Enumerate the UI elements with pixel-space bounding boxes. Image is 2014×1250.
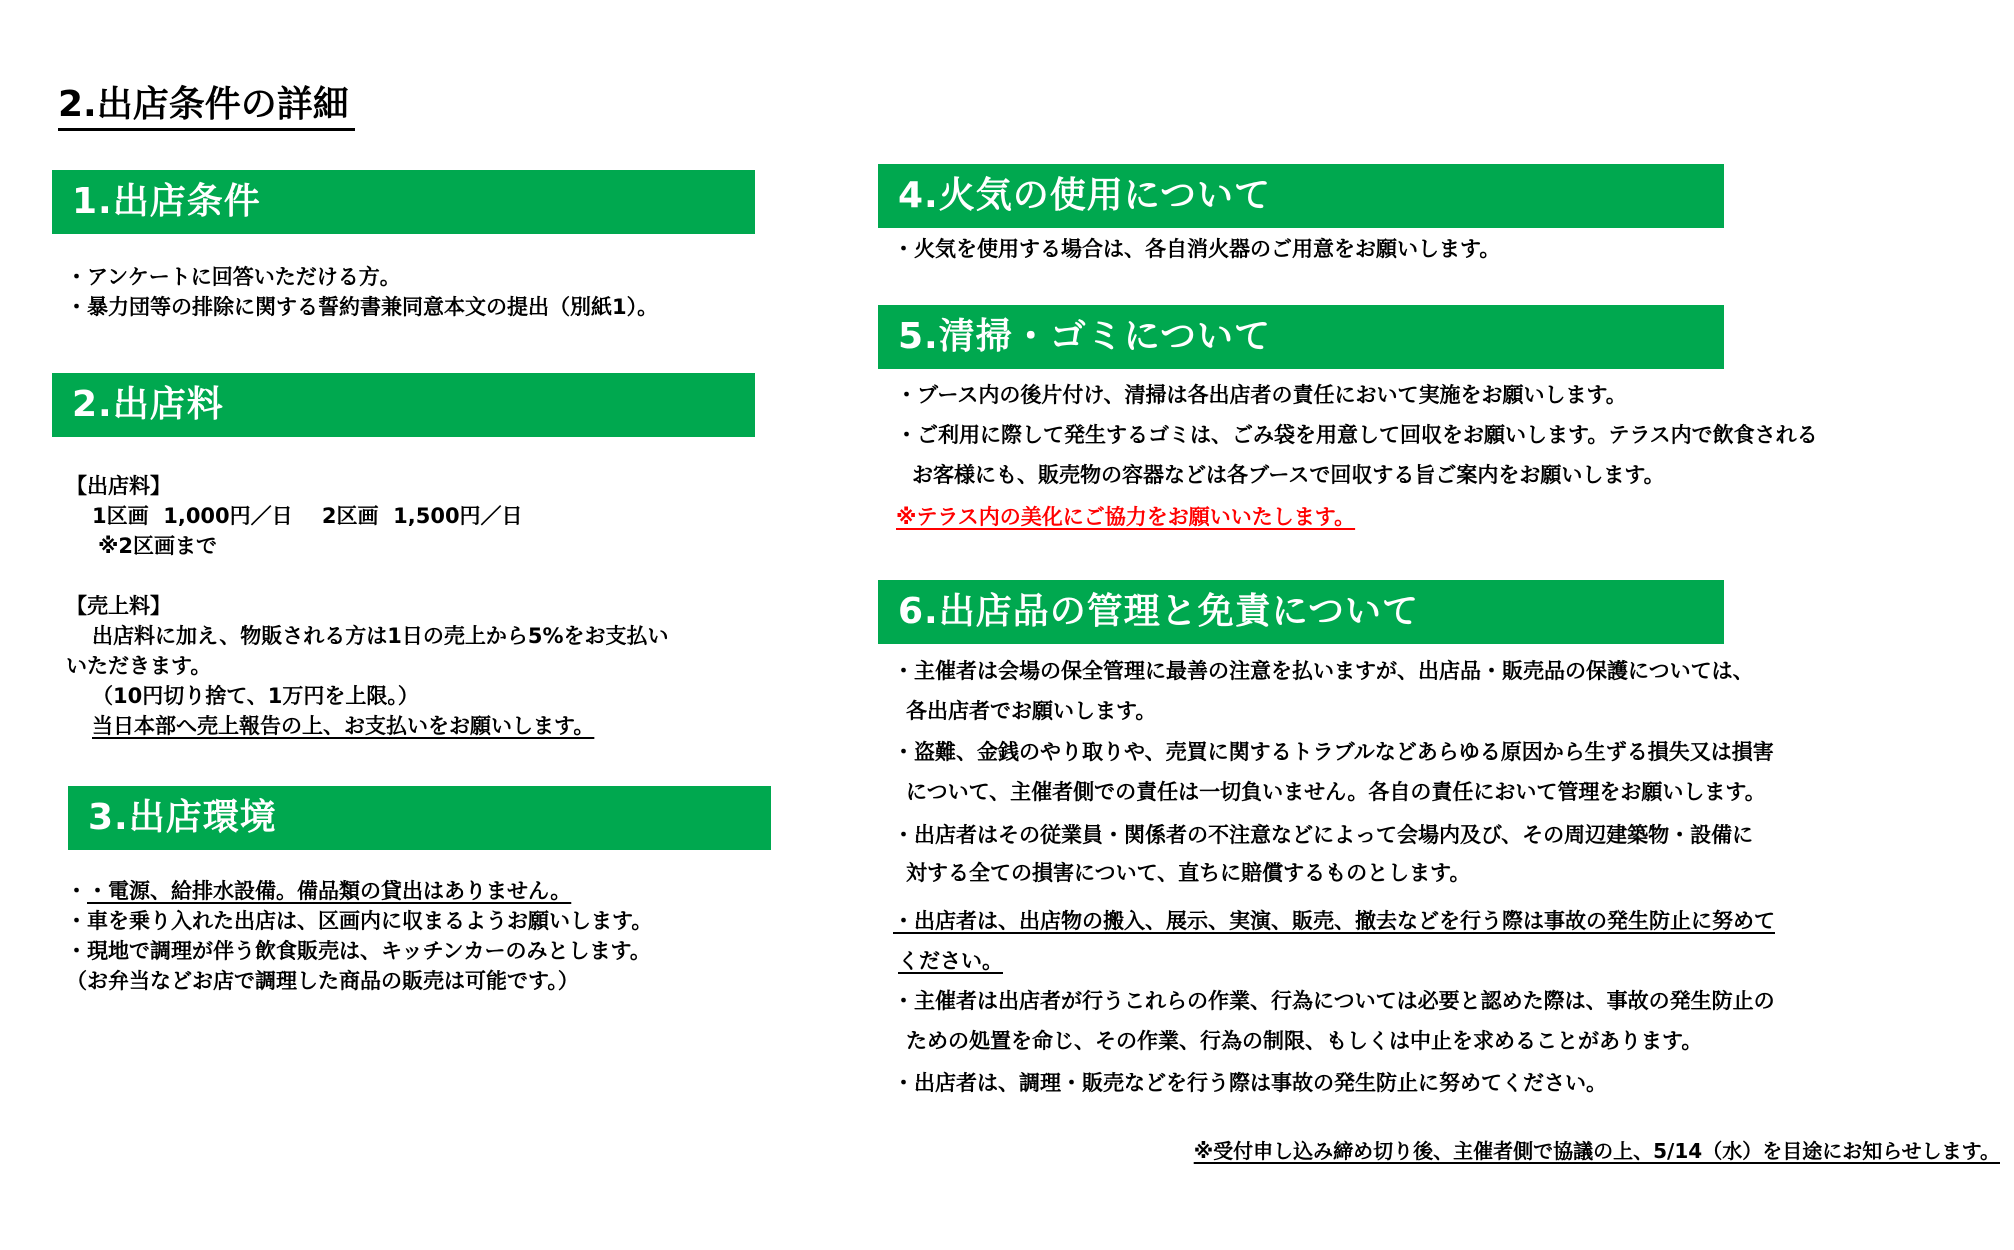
section-header-6: 6.出店品の管理と免責について <box>878 580 1724 644</box>
s6-line-9: ・主催者は出店者が行うこれらの作業、行為については必要と認めた際は、事故の発生防止の <box>893 989 1775 1013</box>
s6-line-7: ・出店者は、出店物の搬入、展示、実演、販売、撤去などを行う際は事故の発生防止に努めて <box>893 909 1775 933</box>
s1-line-1: ・アンケートに回答いただける方。 <box>66 265 401 289</box>
fee-line: 1区画 1,000円／日 2区画 1,500円／日 <box>92 504 523 528</box>
s6-line-10: ための処置を命じ、その作業、行為の制限、もしくは中止を求めることがあります。 <box>906 1029 1703 1053</box>
sales-line-4: 当日本部へ売上報告の上、お支払いをお願いします。 <box>92 714 595 738</box>
s3-line-3: ・現地で調理が伴う飲食販売は、キッチンカーのみとします。 <box>66 939 651 963</box>
section-header-4: 4.火気の使用について <box>878 164 1724 228</box>
s6-line-11: ・出店者は、調理・販売などを行う際は事故の発生防止に努めてください。 <box>893 1071 1607 1095</box>
sales-line-1: 出店料に加え、物販される方は1日の売上から5%をお支払い <box>92 624 669 648</box>
s6-line-5: ・出店者はその従業員・関係者の不注意などによって会場内及び、その周辺建築物・設備に <box>893 823 1754 847</box>
fee-label: 【出店料】 <box>66 474 171 498</box>
s5-line-2: ・ご利用に際して発生するゴミは、ごみ袋を用意して回収をお願いします。テラス内で飲食される <box>896 423 1818 447</box>
s6-line-3: ・盗難、金銭のやり取りや、売買に関するトラブルなどあらゆる原因から生ずる損失又は損害 <box>893 740 1774 764</box>
fee-note: ※2区画まで <box>98 534 218 558</box>
s5-line-3: お客様にも、販売物の容器などは各ブースで回収する旨ご案内をお願いします。 <box>912 463 1665 487</box>
page-title: 2.出店条件の詳細 <box>58 82 355 131</box>
s6-line-6: 対する全ての損害について、直ちに賠償するものとします。 <box>906 861 1471 885</box>
s4-line-1: ・火気を使用する場合は、各自消火器のご用意をお願いします。 <box>893 237 1501 261</box>
s5-notice: ※テラス内の美化にご協力をお願いいたします。 <box>896 505 1356 529</box>
s3-line-1: ・・電源、給排水設備。備品類の貸出はありません。 <box>66 879 572 903</box>
section-header-1: 1.出店条件 <box>52 170 755 234</box>
section-header-2: 2.出店料 <box>52 373 755 437</box>
sales-label: 【売上料】 <box>66 594 171 618</box>
sales-line-2: いただきます。 <box>66 654 212 678</box>
s3-line-4: （お弁当などお店で調理した商品の販売は可能です。） <box>66 969 579 993</box>
s3-line-1-text: ・電源、給排水設備。備品類の貸出はありません。 <box>87 879 572 903</box>
s1-line-2: ・暴力団等の排除に関する誓約書兼同意本文の提出（別紙1）。 <box>66 295 659 319</box>
footer-note: ※受付申し込み締め切り後、主催者側で協議の上、5/14（水）を目途にお知らせします。 <box>1193 1139 2000 1163</box>
s6-line-8: ください。 <box>898 949 1003 973</box>
s6-line-2: 各出店者でお願いします。 <box>906 699 1157 723</box>
sales-line-3: （10円切り捨て、1万円を上限。） <box>92 684 419 708</box>
section-header-3: 3.出店環境 <box>68 786 771 850</box>
s6-line-1: ・主催者は会場の保全管理に最善の注意を払いますが、出店品・販売品の保護については、 <box>893 659 1754 683</box>
s6-line-4: について、主催者側での責任は一切負いません。各自の責任において管理をお願いします。 <box>906 780 1766 804</box>
s3-line-2: ・車を乗り入れた出店は、区画内に収まるようお願いします。 <box>66 909 653 933</box>
section-header-5: 5.清掃・ゴミについて <box>878 305 1724 369</box>
s5-line-1: ・ブース内の後片付け、清掃は各出店者の責任において実施をお願いします。 <box>896 383 1627 407</box>
